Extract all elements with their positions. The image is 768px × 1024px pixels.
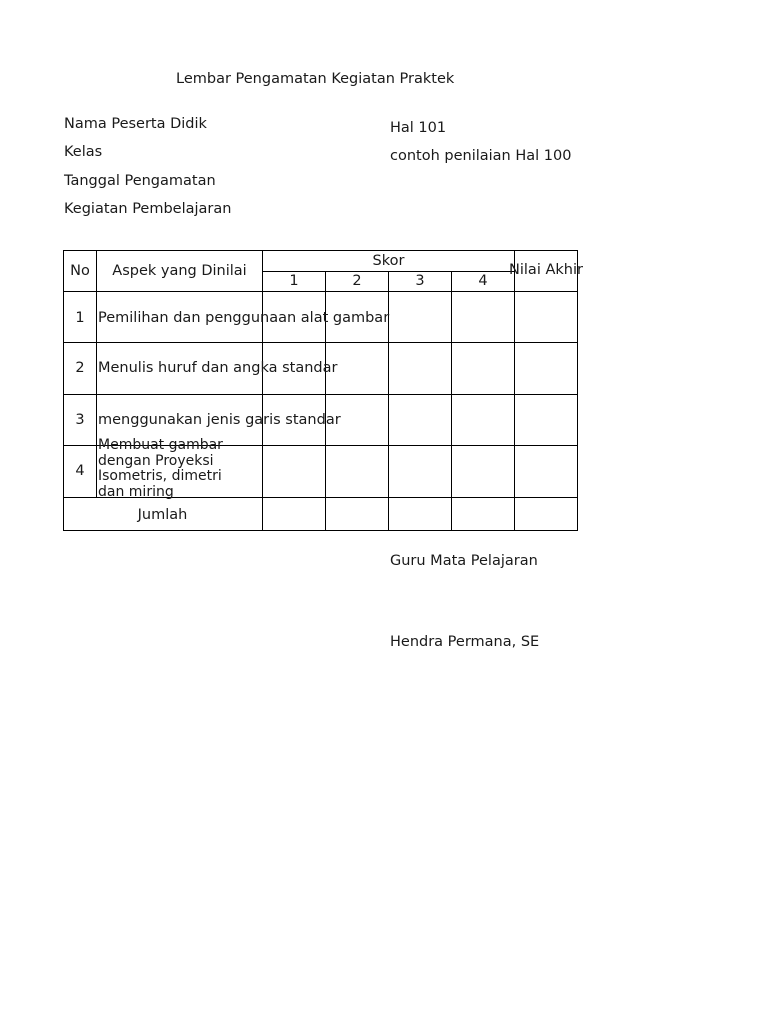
learning-activity-label: Kegiatan Pembelajaran — [64, 201, 232, 217]
header-score-1: 1 — [289, 273, 299, 289]
header-final: Nilai Akhir — [509, 262, 583, 278]
header-score-2: 2 — [352, 273, 362, 289]
header-score-3: 3 — [415, 273, 425, 289]
header-final-cell — [509, 258, 583, 278]
aspect-column-divider — [262, 250, 263, 531]
row-2-aspect: Menulis huruf dan angka standar — [98, 360, 338, 376]
table-border-right — [577, 250, 578, 531]
row-1-aspect: Pemilihan dan penggunaan alat gambar — [98, 310, 390, 326]
header-bottom-line — [63, 291, 578, 292]
row-4-aspect-cell — [97, 437, 262, 500]
row-3-no: 3 — [75, 412, 85, 428]
row-4-aspect: Membuat gambar dengan Proyeksi Isometris, dimetri dan miring — [98, 437, 223, 500]
row-2-bottom-line — [63, 394, 578, 395]
total-label: Jumlah — [137, 507, 188, 523]
observation-date-label: Tanggal Pengamatan — [64, 173, 216, 189]
row-1-bottom-line — [63, 342, 578, 343]
assessment-example-reference: contoh penilaian Hal 100 — [390, 148, 572, 164]
table-border-top — [63, 250, 578, 251]
signature-role: Guru Mata Pelajaran — [390, 553, 538, 569]
row-2-no: 2 — [75, 360, 85, 376]
table-border-left — [63, 250, 64, 531]
student-name-label: Nama Peserta Didik — [64, 116, 207, 132]
signature-name: Hendra Permana, SE — [390, 634, 540, 650]
header-score: Skor — [372, 253, 405, 269]
row-1-no: 1 — [75, 310, 85, 326]
class-label: Kelas — [64, 144, 103, 160]
score-4-divider — [514, 250, 515, 531]
table-border-bottom — [63, 530, 578, 531]
header-score-4: 4 — [478, 273, 488, 289]
row-4-no: 4 — [75, 463, 85, 479]
page-title: Lembar Pengamatan Kegiatan Praktek — [176, 71, 455, 87]
score-3-divider — [451, 271, 452, 531]
header-aspect: Aspek yang Dinilai — [112, 263, 247, 279]
header-no: No — [70, 263, 90, 279]
row-3-aspect: menggunakan jenis garis standar — [98, 412, 341, 428]
page-reference: Hal 101 — [390, 120, 447, 136]
